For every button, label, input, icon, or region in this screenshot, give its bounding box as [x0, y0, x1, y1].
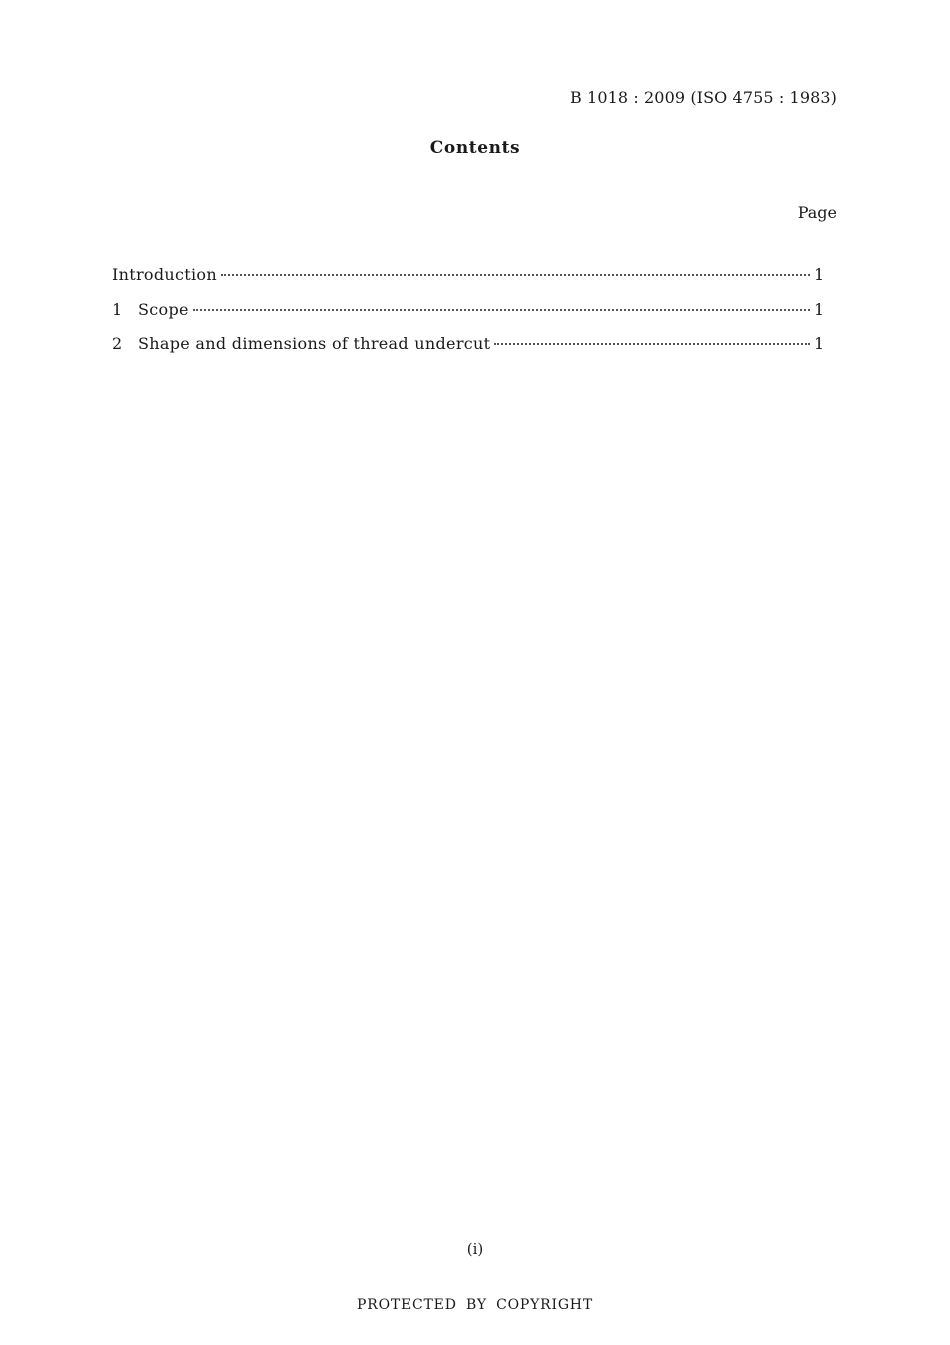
- standard-number-header: B 1018 : 2009 (ISO 4755 : 1983): [570, 88, 837, 107]
- toc-entry-title: Scope: [138, 299, 189, 319]
- toc-entry-page: 1: [814, 299, 825, 319]
- toc-entry-page: 1: [814, 265, 825, 284]
- copyright-notice: PROTECTED BY COPYRIGHT: [357, 1297, 593, 1313]
- toc-dot-leader: [494, 343, 810, 345]
- toc-entry-page: 1: [814, 334, 825, 353]
- page-column-label: Page: [797, 203, 837, 222]
- table-of-contents: [112, 265, 824, 369]
- toc-entry-number: 2: [112, 334, 123, 353]
- page-title: Contents: [429, 138, 521, 158]
- toc-entry-title: Shape and dimensions of thread undercut: [138, 334, 491, 353]
- toc-entry-scope[interactable]: [112, 300, 824, 335]
- toc-entry-number: 1: [112, 299, 123, 319]
- page-number: (i): [466, 1240, 484, 1258]
- toc-dot-leader: [193, 309, 810, 311]
- toc-entry-title: Introduction: [112, 265, 217, 284]
- toc-entry-shape-dimensions[interactable]: [112, 334, 824, 369]
- toc-dot-leader: [221, 274, 810, 276]
- toc-entry-introduction[interactable]: [112, 265, 824, 300]
